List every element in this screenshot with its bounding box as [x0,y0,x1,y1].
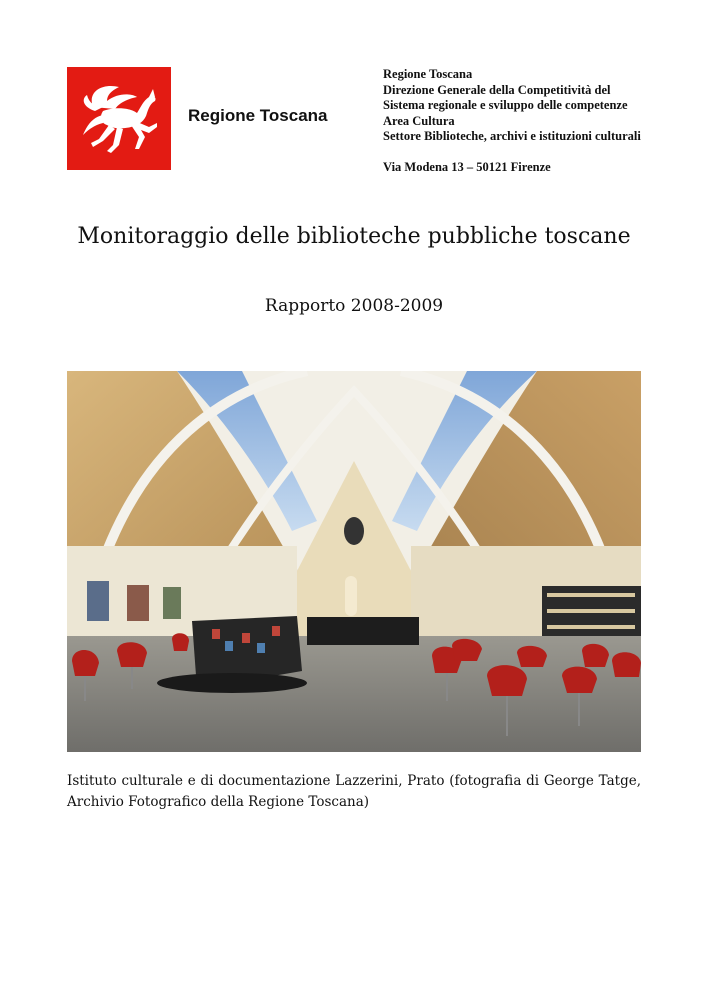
info-line: Settore Biblioteche, archivi e istituzioni culturali [383,129,641,143]
page-subtitle: Rapporto 2008-2009 [264,296,444,316]
info-line: Direzione Generale della Competitività del [383,82,611,97]
header-info [383,67,683,175]
pegasus-icon [73,77,165,161]
info-line: Sistema regionale e sviluppo delle competenze [383,98,628,112]
address: Via Modena 13 – 50121 Firenze [383,159,551,174]
info-line: Regione Toscana [383,67,473,81]
regione-toscana-logo [67,67,171,170]
photo-caption: Istituto culturale e di documentazione Lazzerini, Prato (fotografia di George Tatge, Archivio Fotografico della Regione Toscana) [67,773,641,810]
page-title: Monitoraggio delle biblioteche pubbliche toscane [77,224,631,249]
logo-wordmark: Regione Toscana [188,106,328,125]
info-line: Area Cultura [383,113,455,128]
library-photo [67,371,641,752]
